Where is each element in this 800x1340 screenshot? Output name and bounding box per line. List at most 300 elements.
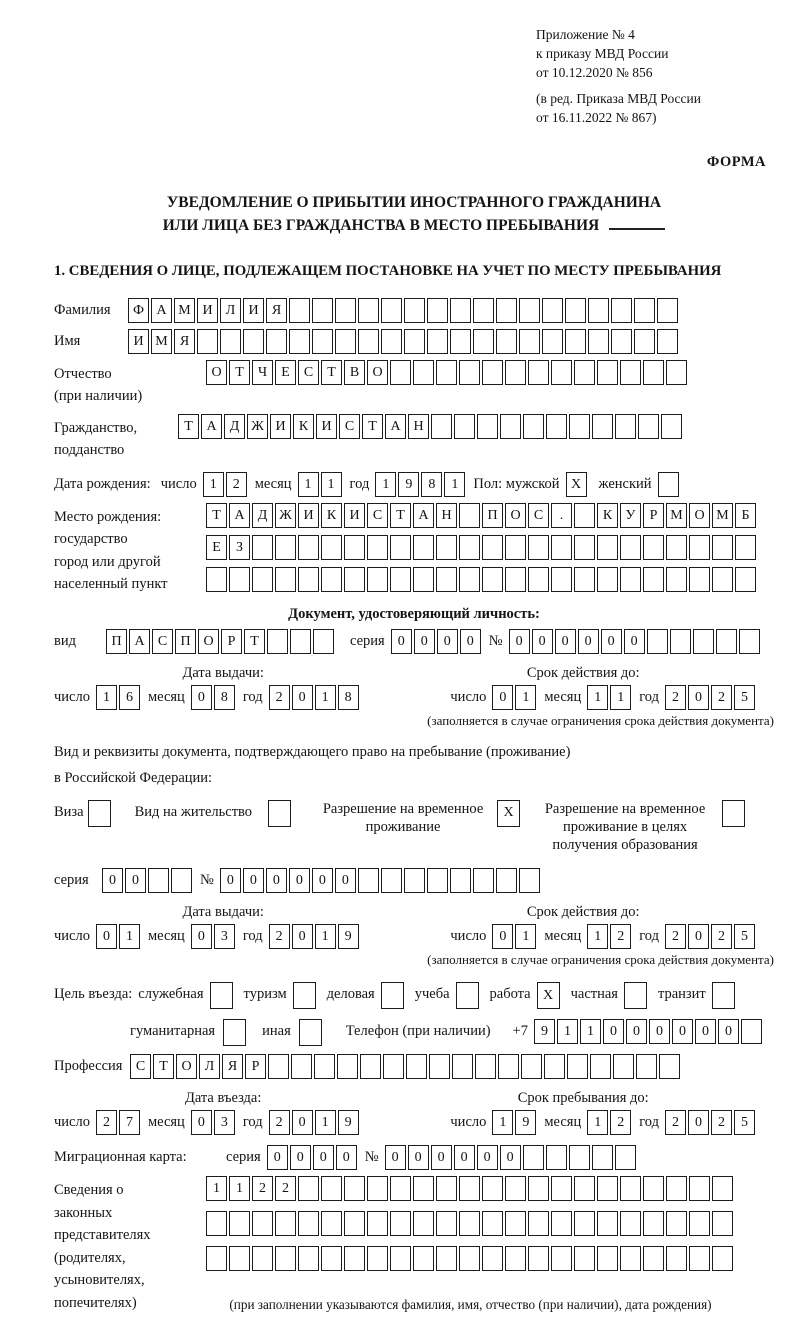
char-cell[interactable] — [638, 414, 659, 439]
char-cell[interactable]: 1 — [206, 1176, 227, 1201]
char-cell[interactable] — [519, 329, 540, 354]
char-cell[interactable] — [521, 1054, 542, 1079]
char-cell[interactable]: Т — [321, 360, 342, 385]
char-cell[interactable] — [657, 298, 678, 323]
char-cell[interactable] — [592, 414, 613, 439]
char-cell[interactable] — [689, 1211, 710, 1236]
char-cell[interactable]: 0 — [492, 685, 513, 710]
char-cell[interactable] — [712, 1246, 733, 1271]
char-cell[interactable]: О — [367, 360, 388, 385]
char-cell[interactable]: 0 — [626, 1019, 647, 1044]
char-cell[interactable] — [473, 329, 494, 354]
char-cell[interactable] — [615, 414, 636, 439]
char-cell[interactable] — [597, 1246, 618, 1271]
char-cell[interactable]: 1 — [515, 924, 536, 949]
char-cell[interactable] — [88, 800, 111, 827]
char-cell[interactable] — [459, 1246, 480, 1271]
char-cell[interactable] — [459, 567, 480, 592]
char-cell[interactable] — [197, 329, 218, 354]
char-cell[interactable] — [643, 1211, 664, 1236]
char-cell[interactable] — [390, 535, 411, 560]
char-cell[interactable] — [450, 329, 471, 354]
char-cell[interactable]: X — [537, 982, 560, 1009]
char-cell[interactable] — [252, 535, 273, 560]
char-cell[interactable]: 2 — [226, 472, 247, 497]
char-cell[interactable] — [335, 298, 356, 323]
char-cell[interactable]: И — [344, 503, 365, 528]
char-cell[interactable]: 1 — [321, 472, 342, 497]
char-cell[interactable]: 2 — [252, 1176, 273, 1201]
char-cell[interactable]: Т — [153, 1054, 174, 1079]
char-cell[interactable]: 0 — [500, 1145, 521, 1170]
char-cell[interactable] — [367, 1211, 388, 1236]
char-cell[interactable]: 0 — [292, 685, 313, 710]
char-cell[interactable]: К — [321, 503, 342, 528]
char-cell[interactable] — [367, 1176, 388, 1201]
char-cell[interactable] — [459, 535, 480, 560]
char-cell[interactable]: А — [229, 503, 250, 528]
char-cell[interactable]: 0 — [191, 1110, 212, 1135]
char-cell[interactable] — [643, 360, 664, 385]
char-cell[interactable] — [496, 868, 517, 893]
char-cell[interactable]: 2 — [711, 924, 732, 949]
char-cell[interactable]: 0 — [601, 629, 622, 654]
char-cell[interactable]: Д — [224, 414, 245, 439]
char-cell[interactable] — [206, 1211, 227, 1236]
char-cell[interactable] — [528, 535, 549, 560]
char-cell[interactable] — [358, 329, 379, 354]
char-cell[interactable] — [293, 982, 316, 1009]
char-cell[interactable]: 2 — [269, 685, 290, 710]
char-cell[interactable]: Я — [222, 1054, 243, 1079]
char-cell[interactable]: Я — [174, 329, 195, 354]
char-cell[interactable]: Р — [221, 629, 242, 654]
char-cell[interactable] — [298, 567, 319, 592]
char-cell[interactable] — [716, 629, 737, 654]
char-cell[interactable] — [574, 360, 595, 385]
char-cell[interactable]: 1 — [580, 1019, 601, 1044]
char-cell[interactable] — [360, 1054, 381, 1079]
char-cell[interactable] — [436, 567, 457, 592]
char-cell[interactable]: Т — [244, 629, 265, 654]
char-cell[interactable]: 1 — [315, 685, 336, 710]
char-cell[interactable] — [643, 1246, 664, 1271]
char-cell[interactable] — [404, 298, 425, 323]
char-cell[interactable]: 0 — [437, 629, 458, 654]
char-cell[interactable] — [243, 329, 264, 354]
char-cell[interactable]: 7 — [119, 1110, 140, 1135]
char-cell[interactable]: И — [197, 298, 218, 323]
char-cell[interactable] — [658, 472, 679, 497]
char-cell[interactable] — [689, 1246, 710, 1271]
char-cell[interactable] — [406, 1054, 427, 1079]
char-cell[interactable]: 0 — [267, 1145, 288, 1170]
char-cell[interactable] — [456, 982, 479, 1009]
char-cell[interactable] — [519, 298, 540, 323]
char-cell[interactable] — [735, 567, 756, 592]
char-cell[interactable]: С — [367, 503, 388, 528]
char-cell[interactable] — [475, 1054, 496, 1079]
char-cell[interactable]: 9 — [338, 924, 359, 949]
char-cell[interactable] — [615, 1145, 636, 1170]
char-cell[interactable] — [569, 414, 590, 439]
char-cell[interactable]: С — [130, 1054, 151, 1079]
char-cell[interactable] — [597, 360, 618, 385]
char-cell[interactable]: 1 — [315, 1110, 336, 1135]
char-cell[interactable]: 0 — [578, 629, 599, 654]
char-cell[interactable] — [666, 1176, 687, 1201]
char-cell[interactable] — [344, 535, 365, 560]
char-cell[interactable]: Н — [436, 503, 457, 528]
char-cell[interactable] — [505, 1176, 526, 1201]
char-cell[interactable]: 0 — [96, 924, 117, 949]
char-cell[interactable] — [291, 1054, 312, 1079]
char-cell[interactable]: 2 — [711, 685, 732, 710]
char-cell[interactable] — [620, 1176, 641, 1201]
char-cell[interactable]: И — [243, 298, 264, 323]
char-cell[interactable] — [741, 1019, 762, 1044]
char-cell[interactable] — [693, 629, 714, 654]
char-cell[interactable] — [344, 1246, 365, 1271]
char-cell[interactable] — [565, 298, 586, 323]
char-cell[interactable] — [739, 629, 760, 654]
char-cell[interactable]: 0 — [509, 629, 530, 654]
char-cell[interactable] — [569, 1145, 590, 1170]
char-cell[interactable] — [459, 360, 480, 385]
char-cell[interactable]: 2 — [711, 1110, 732, 1135]
char-cell[interactable] — [289, 298, 310, 323]
char-cell[interactable]: А — [413, 503, 434, 528]
char-cell[interactable]: 9 — [515, 1110, 536, 1135]
char-cell[interactable]: О — [206, 360, 227, 385]
char-cell[interactable]: 0 — [290, 1145, 311, 1170]
char-cell[interactable] — [712, 535, 733, 560]
char-cell[interactable] — [413, 1211, 434, 1236]
char-cell[interactable] — [551, 1176, 572, 1201]
char-cell[interactable]: Н — [408, 414, 429, 439]
char-cell[interactable] — [390, 1211, 411, 1236]
char-cell[interactable] — [551, 535, 572, 560]
char-cell[interactable]: . — [551, 503, 572, 528]
char-cell[interactable] — [413, 1176, 434, 1201]
char-cell[interactable]: 1 — [375, 472, 396, 497]
char-cell[interactable] — [542, 329, 563, 354]
char-cell[interactable] — [482, 1246, 503, 1271]
char-cell[interactable] — [666, 567, 687, 592]
char-cell[interactable]: 2 — [269, 1110, 290, 1135]
char-cell[interactable]: 0 — [603, 1019, 624, 1044]
char-cell[interactable] — [381, 982, 404, 1009]
char-cell[interactable] — [436, 360, 457, 385]
char-cell[interactable] — [643, 1176, 664, 1201]
char-cell[interactable] — [666, 360, 687, 385]
char-cell[interactable] — [312, 329, 333, 354]
char-cell[interactable] — [611, 329, 632, 354]
char-cell[interactable]: 2 — [275, 1176, 296, 1201]
char-cell[interactable]: 0 — [335, 868, 356, 893]
char-cell[interactable] — [505, 535, 526, 560]
char-cell[interactable] — [298, 535, 319, 560]
char-cell[interactable]: 0 — [672, 1019, 693, 1044]
char-cell[interactable]: 0 — [532, 629, 553, 654]
char-cell[interactable] — [268, 800, 291, 827]
char-cell[interactable]: 5 — [734, 685, 755, 710]
char-cell[interactable] — [473, 868, 494, 893]
char-cell[interactable] — [505, 1211, 526, 1236]
char-cell[interactable]: 0 — [336, 1145, 357, 1170]
char-cell[interactable]: Д — [252, 503, 273, 528]
char-cell[interactable] — [452, 1054, 473, 1079]
char-cell[interactable] — [459, 1176, 480, 1201]
char-cell[interactable] — [381, 868, 402, 893]
char-cell[interactable] — [383, 1054, 404, 1079]
char-cell[interactable]: 9 — [398, 472, 419, 497]
char-cell[interactable] — [299, 1019, 322, 1046]
char-cell[interactable] — [505, 567, 526, 592]
char-cell[interactable] — [171, 868, 192, 893]
char-cell[interactable] — [636, 1054, 657, 1079]
char-cell[interactable]: Р — [245, 1054, 266, 1079]
char-cell[interactable]: А — [151, 298, 172, 323]
char-cell[interactable] — [597, 1211, 618, 1236]
char-cell[interactable]: 1 — [229, 1176, 250, 1201]
char-cell[interactable] — [505, 1246, 526, 1271]
char-cell[interactable]: 0 — [266, 868, 287, 893]
char-cell[interactable]: 3 — [214, 924, 235, 949]
char-cell[interactable]: 0 — [555, 629, 576, 654]
char-cell[interactable] — [390, 1176, 411, 1201]
char-cell[interactable] — [431, 414, 452, 439]
char-cell[interactable]: К — [597, 503, 618, 528]
char-cell[interactable]: 1 — [557, 1019, 578, 1044]
char-cell[interactable] — [450, 298, 471, 323]
char-cell[interactable] — [381, 298, 402, 323]
char-cell[interactable]: К — [293, 414, 314, 439]
char-cell[interactable]: З — [229, 535, 250, 560]
char-cell[interactable] — [268, 1054, 289, 1079]
char-cell[interactable]: Ж — [247, 414, 268, 439]
char-cell[interactable] — [210, 982, 233, 1009]
char-cell[interactable]: О — [176, 1054, 197, 1079]
char-cell[interactable]: Ч — [252, 360, 273, 385]
char-cell[interactable] — [427, 868, 448, 893]
char-cell[interactable] — [528, 567, 549, 592]
char-cell[interactable]: С — [528, 503, 549, 528]
char-cell[interactable]: 0 — [191, 924, 212, 949]
char-cell[interactable] — [528, 1246, 549, 1271]
char-cell[interactable] — [670, 629, 691, 654]
char-cell[interactable] — [313, 629, 334, 654]
char-cell[interactable]: 6 — [119, 685, 140, 710]
char-cell[interactable]: П — [106, 629, 127, 654]
char-cell[interactable]: 5 — [734, 1110, 755, 1135]
char-cell[interactable]: Е — [275, 360, 296, 385]
char-cell[interactable]: 2 — [269, 924, 290, 949]
char-cell[interactable]: 9 — [534, 1019, 555, 1044]
char-cell[interactable] — [252, 567, 273, 592]
char-cell[interactable] — [413, 535, 434, 560]
char-cell[interactable]: 1 — [444, 472, 465, 497]
char-cell[interactable]: А — [385, 414, 406, 439]
char-cell[interactable]: 0 — [243, 868, 264, 893]
char-cell[interactable]: 0 — [313, 1145, 334, 1170]
char-cell[interactable] — [413, 360, 434, 385]
char-cell[interactable]: 0 — [431, 1145, 452, 1170]
char-cell[interactable]: 0 — [695, 1019, 716, 1044]
char-cell[interactable]: И — [316, 414, 337, 439]
char-cell[interactable]: 0 — [391, 629, 412, 654]
char-cell[interactable]: 1 — [119, 924, 140, 949]
char-cell[interactable]: 0 — [289, 868, 310, 893]
char-cell[interactable] — [314, 1054, 335, 1079]
char-cell[interactable] — [381, 329, 402, 354]
char-cell[interactable]: 1 — [587, 924, 608, 949]
char-cell[interactable] — [712, 1176, 733, 1201]
char-cell[interactable]: Л — [220, 298, 241, 323]
char-cell[interactable] — [666, 535, 687, 560]
char-cell[interactable]: 0 — [220, 868, 241, 893]
char-cell[interactable]: М — [666, 503, 687, 528]
char-cell[interactable] — [574, 1246, 595, 1271]
char-cell[interactable] — [574, 1176, 595, 1201]
char-cell[interactable] — [574, 567, 595, 592]
char-cell[interactable] — [620, 1211, 641, 1236]
char-cell[interactable] — [390, 1246, 411, 1271]
char-cell[interactable] — [498, 1054, 519, 1079]
char-cell[interactable] — [206, 567, 227, 592]
char-cell[interactable] — [404, 329, 425, 354]
char-cell[interactable]: 2 — [610, 924, 631, 949]
char-cell[interactable] — [588, 298, 609, 323]
char-cell[interactable]: 0 — [408, 1145, 429, 1170]
char-cell[interactable] — [624, 982, 647, 1009]
char-cell[interactable]: 0 — [624, 629, 645, 654]
char-cell[interactable] — [275, 535, 296, 560]
char-cell[interactable]: 8 — [421, 472, 442, 497]
char-cell[interactable]: 1 — [96, 685, 117, 710]
char-cell[interactable] — [298, 1176, 319, 1201]
char-cell[interactable] — [735, 535, 756, 560]
char-cell[interactable] — [413, 567, 434, 592]
char-cell[interactable] — [551, 567, 572, 592]
char-cell[interactable]: 0 — [718, 1019, 739, 1044]
char-cell[interactable] — [229, 567, 250, 592]
char-cell[interactable] — [620, 567, 641, 592]
char-cell[interactable] — [289, 329, 310, 354]
char-cell[interactable] — [337, 1054, 358, 1079]
char-cell[interactable] — [482, 1176, 503, 1201]
char-cell[interactable]: X — [566, 472, 587, 497]
char-cell[interactable] — [500, 414, 521, 439]
char-cell[interactable]: Ф — [128, 298, 149, 323]
char-cell[interactable]: Т — [206, 503, 227, 528]
char-cell[interactable] — [482, 360, 503, 385]
char-cell[interactable] — [544, 1054, 565, 1079]
char-cell[interactable] — [546, 1145, 567, 1170]
char-cell[interactable]: 9 — [338, 1110, 359, 1135]
char-cell[interactable]: С — [298, 360, 319, 385]
char-cell[interactable] — [657, 329, 678, 354]
char-cell[interactable] — [505, 360, 526, 385]
char-cell[interactable]: Т — [362, 414, 383, 439]
char-cell[interactable] — [367, 1246, 388, 1271]
char-cell[interactable] — [275, 1246, 296, 1271]
char-cell[interactable] — [613, 1054, 634, 1079]
char-cell[interactable]: 0 — [688, 1110, 709, 1135]
char-cell[interactable]: О — [689, 503, 710, 528]
char-cell[interactable] — [574, 535, 595, 560]
char-cell[interactable]: 0 — [191, 685, 212, 710]
char-cell[interactable] — [358, 868, 379, 893]
char-cell[interactable] — [712, 982, 735, 1009]
char-cell[interactable] — [551, 1211, 572, 1236]
char-cell[interactable]: Б — [735, 503, 756, 528]
char-cell[interactable] — [712, 1211, 733, 1236]
char-cell[interactable] — [344, 567, 365, 592]
char-cell[interactable] — [321, 567, 342, 592]
char-cell[interactable] — [367, 535, 388, 560]
char-cell[interactable]: Т — [178, 414, 199, 439]
char-cell[interactable] — [592, 1145, 613, 1170]
char-cell[interactable] — [574, 1211, 595, 1236]
char-cell[interactable] — [429, 1054, 450, 1079]
char-cell[interactable]: В — [344, 360, 365, 385]
char-cell[interactable]: С — [152, 629, 173, 654]
char-cell[interactable]: И — [270, 414, 291, 439]
char-cell[interactable]: Ж — [275, 503, 296, 528]
char-cell[interactable] — [436, 535, 457, 560]
char-cell[interactable]: 1 — [315, 924, 336, 949]
char-cell[interactable] — [427, 298, 448, 323]
char-cell[interactable] — [229, 1211, 250, 1236]
char-cell[interactable] — [597, 567, 618, 592]
char-cell[interactable]: О — [505, 503, 526, 528]
char-cell[interactable]: 2 — [96, 1110, 117, 1135]
char-cell[interactable] — [482, 567, 503, 592]
char-cell[interactable]: Л — [199, 1054, 220, 1079]
char-cell[interactable]: И — [298, 503, 319, 528]
char-cell[interactable] — [496, 329, 517, 354]
char-cell[interactable] — [482, 1211, 503, 1236]
char-cell[interactable] — [335, 329, 356, 354]
char-cell[interactable] — [666, 1211, 687, 1236]
char-cell[interactable]: П — [482, 503, 503, 528]
char-cell[interactable] — [275, 1211, 296, 1236]
char-cell[interactable]: А — [129, 629, 150, 654]
char-cell[interactable] — [634, 329, 655, 354]
char-cell[interactable] — [689, 1176, 710, 1201]
char-cell[interactable]: 5 — [734, 924, 755, 949]
char-cell[interactable] — [473, 298, 494, 323]
char-cell[interactable]: 0 — [454, 1145, 475, 1170]
char-cell[interactable] — [528, 1176, 549, 1201]
char-cell[interactable]: 1 — [610, 685, 631, 710]
char-cell[interactable]: Т — [229, 360, 250, 385]
char-cell[interactable] — [321, 1211, 342, 1236]
char-cell[interactable] — [450, 868, 471, 893]
char-cell[interactable]: 0 — [492, 924, 513, 949]
char-cell[interactable] — [620, 535, 641, 560]
char-cell[interactable] — [321, 535, 342, 560]
char-cell[interactable] — [659, 1054, 680, 1079]
char-cell[interactable]: М — [712, 503, 733, 528]
char-cell[interactable] — [413, 1246, 434, 1271]
char-cell[interactable]: 0 — [688, 924, 709, 949]
char-cell[interactable] — [459, 503, 480, 528]
char-cell[interactable]: 8 — [214, 685, 235, 710]
char-cell[interactable] — [590, 1054, 611, 1079]
char-cell[interactable] — [712, 567, 733, 592]
